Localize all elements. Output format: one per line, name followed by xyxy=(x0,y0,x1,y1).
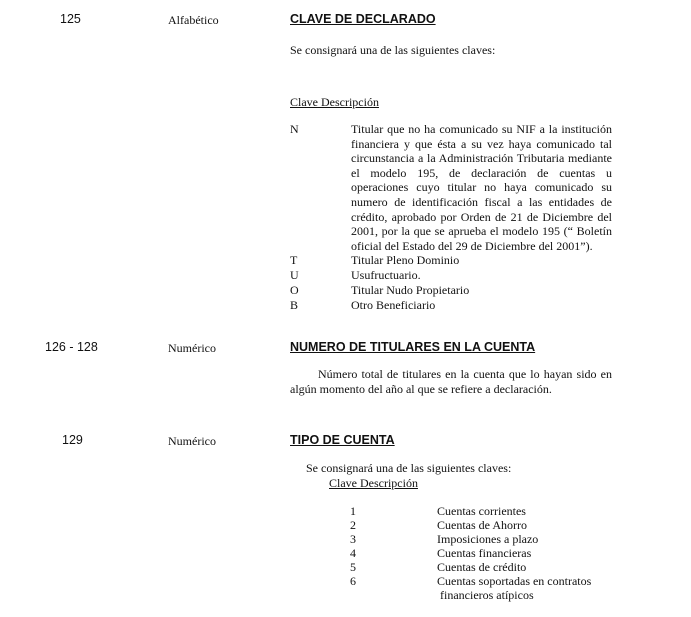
key-description: Imposiciones a plazo xyxy=(437,532,539,546)
key-description: Cuentas de crédito xyxy=(437,560,527,574)
intro-text-125: Se consignará una de las siguientes claves: xyxy=(290,43,496,57)
key-code: 5 xyxy=(350,560,356,574)
key-table-header-129: Clave Descripción xyxy=(329,476,418,490)
key-description: Cuentas corrientes xyxy=(437,504,526,518)
field-type-126-128: Numérico xyxy=(168,341,216,355)
description-line: operaciones cuyo titular no haya comunicado su xyxy=(351,180,612,195)
key-description: Cuentas de Ahorro xyxy=(437,518,527,532)
field-description-126-128 xyxy=(290,367,612,397)
key-code: U xyxy=(290,268,299,282)
description-line: crédito, aprobado por Orden de 21 de Diciembre del xyxy=(351,209,612,224)
key-description: Usufructuario. xyxy=(351,268,421,282)
key-table-header-125: Clave Descripción xyxy=(290,95,379,109)
field-position-129: 129 xyxy=(62,433,83,447)
key-code: 2 xyxy=(350,518,356,532)
field-title-129: TIPO DE CUENTA xyxy=(290,433,395,447)
key-code: 4 xyxy=(350,546,356,560)
field-title-126-128: NUMERO DE TITULARES EN LA CUENTA xyxy=(290,340,536,354)
field-title-125: CLAVE DE DECLARADO xyxy=(290,12,436,26)
description-line: el modelo 195, de declaración de cuentas u xyxy=(351,165,612,180)
key-description: Titular Nudo Propietario xyxy=(351,283,470,297)
key-code: 6 xyxy=(350,574,356,588)
key-description: Titular Pleno Dominio xyxy=(351,253,460,267)
description-line: oficial del Estado del 29 de Diciembre del 2001”). xyxy=(351,238,593,253)
key-code: 3 xyxy=(350,532,356,546)
field-type-129: Numérico xyxy=(168,434,216,448)
key-description-continuation: financieros atípicos xyxy=(440,588,534,602)
key-code: O xyxy=(290,283,299,297)
description-line: 2001, por la que se aprueba el modelo 195 (“ Boletín xyxy=(351,224,612,239)
description-line: Titular que no ha comunicado su NIF a la institución xyxy=(351,122,612,136)
field-type-125: Alfabético xyxy=(168,13,219,27)
key-n-description xyxy=(351,122,612,253)
key-code: B xyxy=(290,298,299,312)
key-description: Cuentas soportadas en contratos xyxy=(437,574,592,588)
field-position-126-128: 126 - 128 xyxy=(45,340,98,354)
key-description: Otro Beneficiario xyxy=(351,298,436,312)
description-line: numero de identificación fiscal a las entidades de xyxy=(351,194,612,209)
description-line: financiera y que ésta a su vez haya comunicado tal xyxy=(351,136,612,151)
key-description: Cuentas financieras xyxy=(437,546,532,560)
key-code: T xyxy=(290,253,298,267)
description-line: Número total de titulares en la cuenta que lo hayan sido en xyxy=(318,367,612,381)
key-code: N xyxy=(290,122,299,136)
field-position-125: 125 xyxy=(60,12,81,26)
description-line: circunstancia a la Administración Tributaria mediante xyxy=(351,151,612,166)
intro-text-129: Se consignará una de las siguientes claves: xyxy=(306,461,512,475)
key-code: 1 xyxy=(350,504,356,518)
description-line: algún momento del año al que se refiere a declaración. xyxy=(290,382,552,396)
